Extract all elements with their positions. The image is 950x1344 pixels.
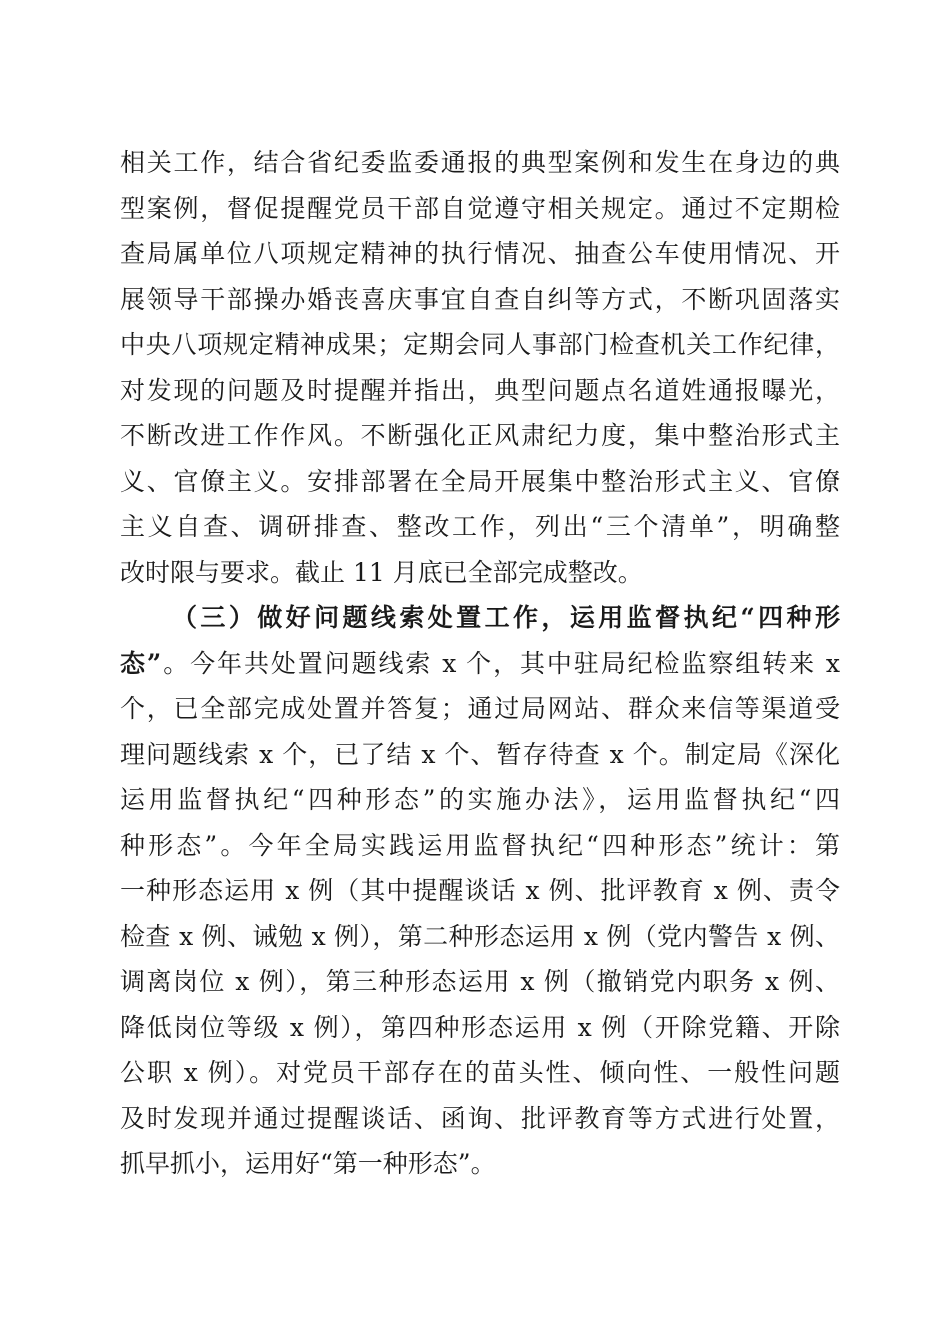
text-line-content: 。今年共处置问题线索 x 个，其中驻局纪检监察组转来 x [161, 648, 840, 678]
text-line: 抓早抓小，运用好“第一种形态”。 [120, 1149, 496, 1178]
text-line: 种形态”。今年全局实践运用监督执纪“四种形态”统计：第 [120, 830, 840, 860]
text-line: 中央八项规定精神成果；定期会同人事部门检查机关工作纪律， [120, 330, 840, 359]
text-line: 检查 x 例、诫勉 x 例），第二种形态运用 x 例（党内警告 x 例、 [120, 921, 840, 951]
text-line: 型案例，督促提醒党员干部自觉遵守相关规定。通过不定期检 [120, 193, 840, 223]
paragraph-work-conduct [120, 140, 840, 595]
text-line [120, 641, 840, 687]
text-line: 对发现的问题及时提醒并指出，典型问题点名道姓通报曝光， [120, 375, 840, 405]
text-line: 义、官僚主义。安排部署在全局开展集中整治形式主义、官僚 [120, 466, 840, 496]
text-line: 个，已全部完成处置并答复；通过局网站、群众来信等渠道受 [120, 694, 840, 723]
text-line: 展领导干部操办婚丧喜庆事宜自查自纠等方式，不断巩固落实 [120, 284, 840, 314]
text-line: 相关工作，结合省纪委监委通报的典型案例和发生在身边的典 [120, 148, 840, 177]
text-line: 运用监督执纪“四种形态”的实施办法》，运用监督执纪“四 [120, 785, 840, 814]
text-line: 查局属单位八项规定精神的执行情况、抽查公车使用情况、开 [120, 239, 840, 268]
section-heading-tail: 态” [120, 648, 162, 678]
text-line: 降低岗位等级 x 例），第四种形态运用 x 例（开除党籍、开除 [120, 1012, 840, 1042]
text-line: 一种形态运用 x 例（其中提醒谈话 x 例、批评教育 x 例、责令 [120, 876, 840, 905]
paragraph-problem-clues [120, 595, 840, 1187]
text-line: 及时发现并通过提醒谈话、函询、批评教育等方式进行处置， [120, 1103, 840, 1133]
text-line: 调离岗位 x 例），第三种形态运用 x 例（撤销党内职务 x 例、 [120, 967, 840, 996]
text-line: 理问题线索 x 个，已了结 x 个、暂存待查 x 个。制定局《深化 [120, 739, 840, 769]
text-line: 公职 x 例）。对党员干部存在的苗头性、倾向性、一般性问题 [120, 1058, 840, 1087]
text-line: 改时限与要求。截止 11 月底已全部完成整改。 [120, 557, 643, 587]
text-line: 主义自查、调研排查、整改工作，列出“三个清单”，明确整 [120, 512, 840, 541]
section-heading: （三）做好问题线索处置工作，运用监督执纪“四种形 [172, 603, 840, 632]
text-line: 不断改进工作作风。不断强化正风肃纪力度，集中整治形式主 [120, 421, 840, 450]
